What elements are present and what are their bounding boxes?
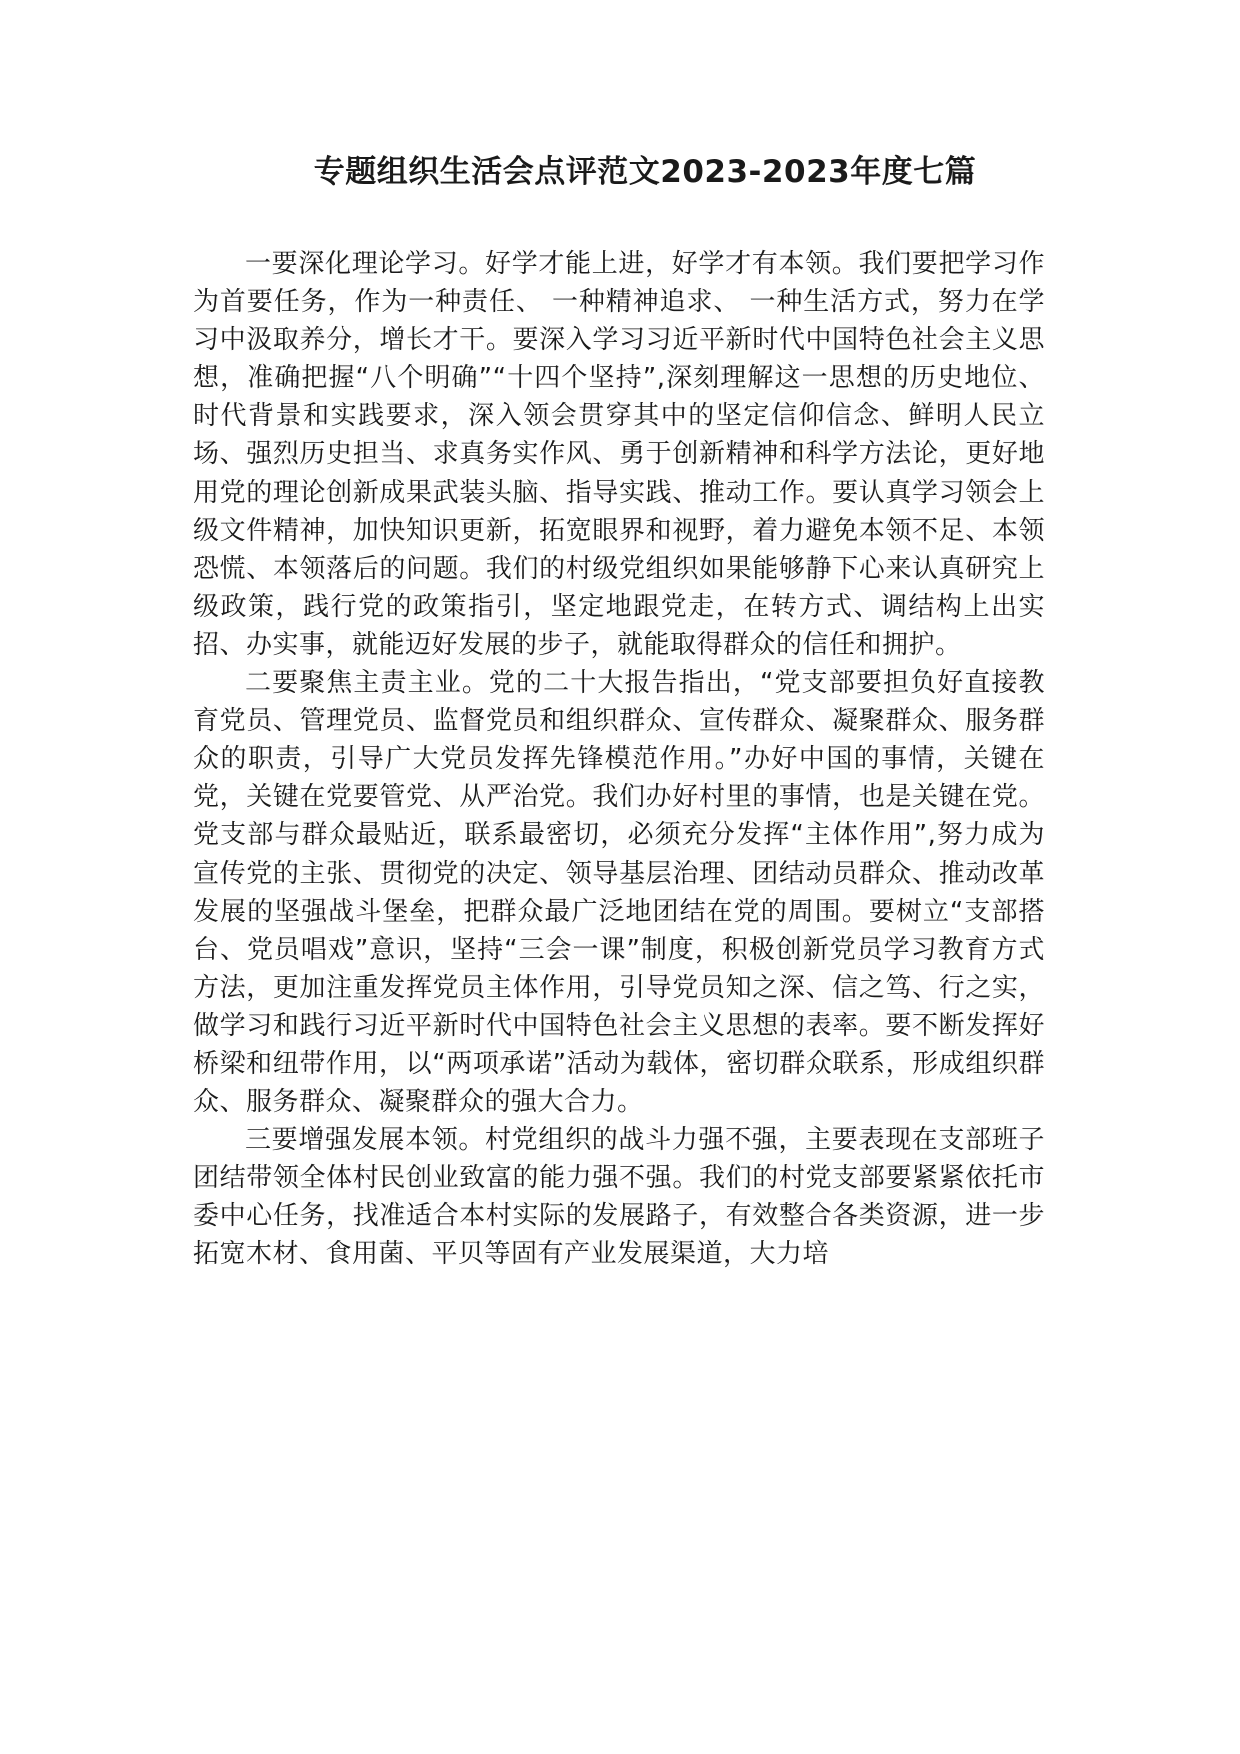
- paragraph-development-ability: 三要增强发展本领。村党组织的战斗力强不强，主要表现在支部班子团结带领全体村民创业致富的能力强不强。我们的村党支部要紧紧依托市委中心任务，找准适合本村实际的发展路子，有效整合各类资源，进一步拓宽木材、食用菌、平贝等固有产业发展渠道，大力培: [193, 1125, 1045, 1270]
- document-title: 专题组织生活会点评范文2023-2023年度七篇: [313, 154, 977, 190]
- document-body: [193, 245, 1045, 1274]
- paragraph-main-duty: 二要聚焦主责主业。党的二十大报告指出，“党支部要担负好直接教育党员、管理党员、监督党员和组织群众、宣传群众、凝聚群众、服务群众的职责，引导广大党员发挥先锋模范作用。”办好中国的事情，关键在党，关键在党要管党、从严治党。我们办好村里的事情，也是关键在党。党支部与群众最贴近，联系最密切，必须充分发挥“主体作用”,努力成为宣传党的主张、贯彻党的决定、领导基层治理、团结动员群众、推动改革发展的坚强战斗堡垒，把群众最广泛地团结在党的周围。要树立“支部搭台、党员唱戏”意识，坚持“三会一课”制度，积极创新党员学习教育方式方法，更加注重发挥党员主体作用，引导党员知之深、信之笃、行之实，做学习和践行习近平新时代中国特色社会主义思想的表率。要不断发挥好桥梁和纽带作用，以“两项承诺”活动为载体，密切群众联系，形成组织群众、服务群众、凝聚群众的强大合力。: [193, 668, 1045, 1118]
- paragraph-theory-study: 一要深化理论学习。好学才能上进，好学才有本领。我们要把学习作为首要任务，作为一种责任、 一种精神追求、 一种生活方式，努力在学习中汲取养分，增长才干。要深入学习习近平新时代中国特色社会主义思想，准确把握“八个明确”“十四个坚持”,深刻理解这一思想的历史地位、时代背景和实践要求，深入领会贯穿其中的坚定信仰信念、鲜明人民立场、强烈历史担当、求真务实作风、勇于创新精神和科学方法论，更好地用党的理论创新成果武装头脑、指导实践、推动工作。要认真学习领会上级文件精神，加快知识更新，拓宽眼界和视野，着力避免本领不足、本领恐慌、本领落后的问题。我们的村级党组织如果能够静下心来认真研究上级政策，践行党的政策指引，坚定地跟党走，在转方式、调结构上出实招、办实事，就能迈好发展的步子，就能取得群众的信任和拥护。: [193, 249, 1045, 660]
